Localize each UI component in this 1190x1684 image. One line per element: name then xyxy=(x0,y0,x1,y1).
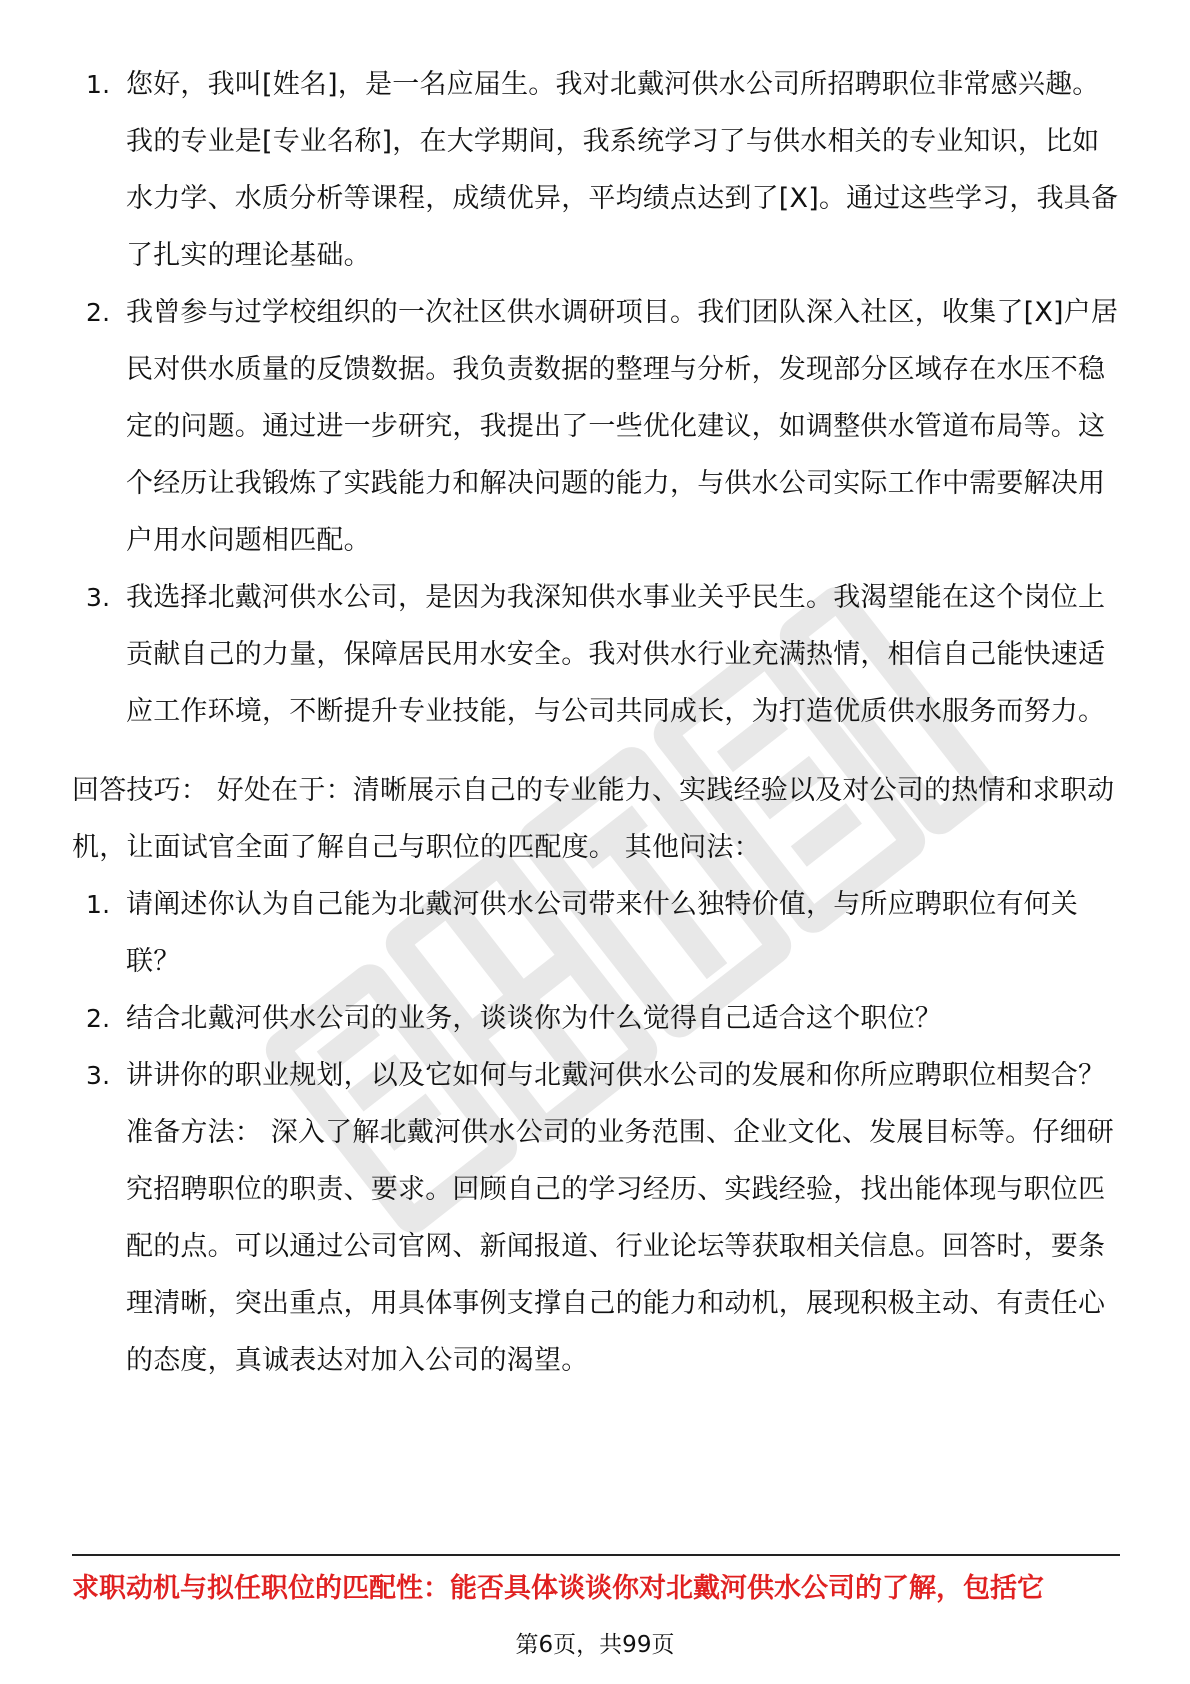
answer-tips-paragraph: 回答技巧： 好处在于：清晰展示自己的专业能力、实践经验以及对公司的热情和求职动机，让面试官全面了解自己与职位的匹配度。 其他问法： xyxy=(72,775,1115,863)
list-item-number: 1. xyxy=(86,70,111,99)
list-item xyxy=(72,569,1122,740)
list-item-number: 1. xyxy=(86,890,111,919)
section-divider xyxy=(72,1554,1120,1556)
other-questions-list xyxy=(72,876,1122,1389)
sample-answer-list xyxy=(72,56,1122,740)
list-item-text: 我选择北戴河供水公司，是因为我深知供水事业关乎民生。我渴望能在这个岗位上贡献自己的力量，保障居民用水安全。我对供水行业充满热情，相信自己能快速适应工作环境，不断提升专业技能，与公司共同成长，为打造优质供水服务而努力。 xyxy=(126,582,1106,727)
list-item xyxy=(72,990,1122,1047)
next-question-heading: 求职动机与拟任职位的匹配性：能否具体谈谈你对北戴河供水公司的了解，包括它 xyxy=(72,1573,1044,1604)
page-number: 第6页，共99页 xyxy=(515,1632,675,1658)
list-item-number: 3. xyxy=(86,1061,111,1090)
list-item-number: 3. xyxy=(86,583,111,612)
list-item-text: 请阐述你认为自己能为北戴河供水公司带来什么独特价值，与所应聘职位有何关联？ xyxy=(126,889,1078,977)
list-item-number: 2. xyxy=(86,1004,111,1033)
list-item xyxy=(72,1047,1122,1389)
list-item xyxy=(72,56,1122,284)
list-item-text: 我曾参与过学校组织的一次社区供水调研项目。我们团队深入社区，收集了[X]户居民对供水质量的反馈数据。我负责数据的整理与分析，发现部分区域存在水压不稳定的问题。通过进一步研究，我提出了一些优化建议，如调整供水管道布局等。这个经历让我锻炼了实践能力和解决问题的能力，与供水公司实际工作中需要解决用户用水问题相匹配。 xyxy=(126,297,1119,556)
document-body xyxy=(72,56,1122,1389)
list-item xyxy=(72,876,1122,990)
list-item xyxy=(72,284,1122,569)
list-item-text: 您好，我叫[姓名]，是一名应届生。我对北戴河供水公司所招聘职位非常感兴趣。我的专业是[专业名称]，在大学期间，我系统学习了与供水相关的专业知识，比如水力学、水质分析等课程，成绩优异，平均绩点达到了[X]。通过这些学习，我具备了扎实的理论基础。 xyxy=(126,69,1119,271)
list-item-text: 讲讲你的职业规划，以及它如何与北戴河供水公司的发展和你所应聘职位相契合？ 准备方法： 深入了解北戴河供水公司的业务范围、企业文化、发展目标等。仔细研究招聘职位的职责、要求。回顾自己的学习经历、实践经验，找出能体现与职位匹配的点。可以通过公司官网、新闻报道、行业论坛等获取相关信息。回答时，要条理清晰，突出重点，用具体事例支撑自己的能力和动机，展现积极主动、有责任心的态度，真诚表达对加入公司的渴望。 xyxy=(126,1060,1114,1376)
list-item-text: 结合北戴河供水公司的业务，谈谈你为什么觉得自己适合这个职位？ xyxy=(126,1003,942,1034)
list-item-number: 2. xyxy=(86,298,111,327)
